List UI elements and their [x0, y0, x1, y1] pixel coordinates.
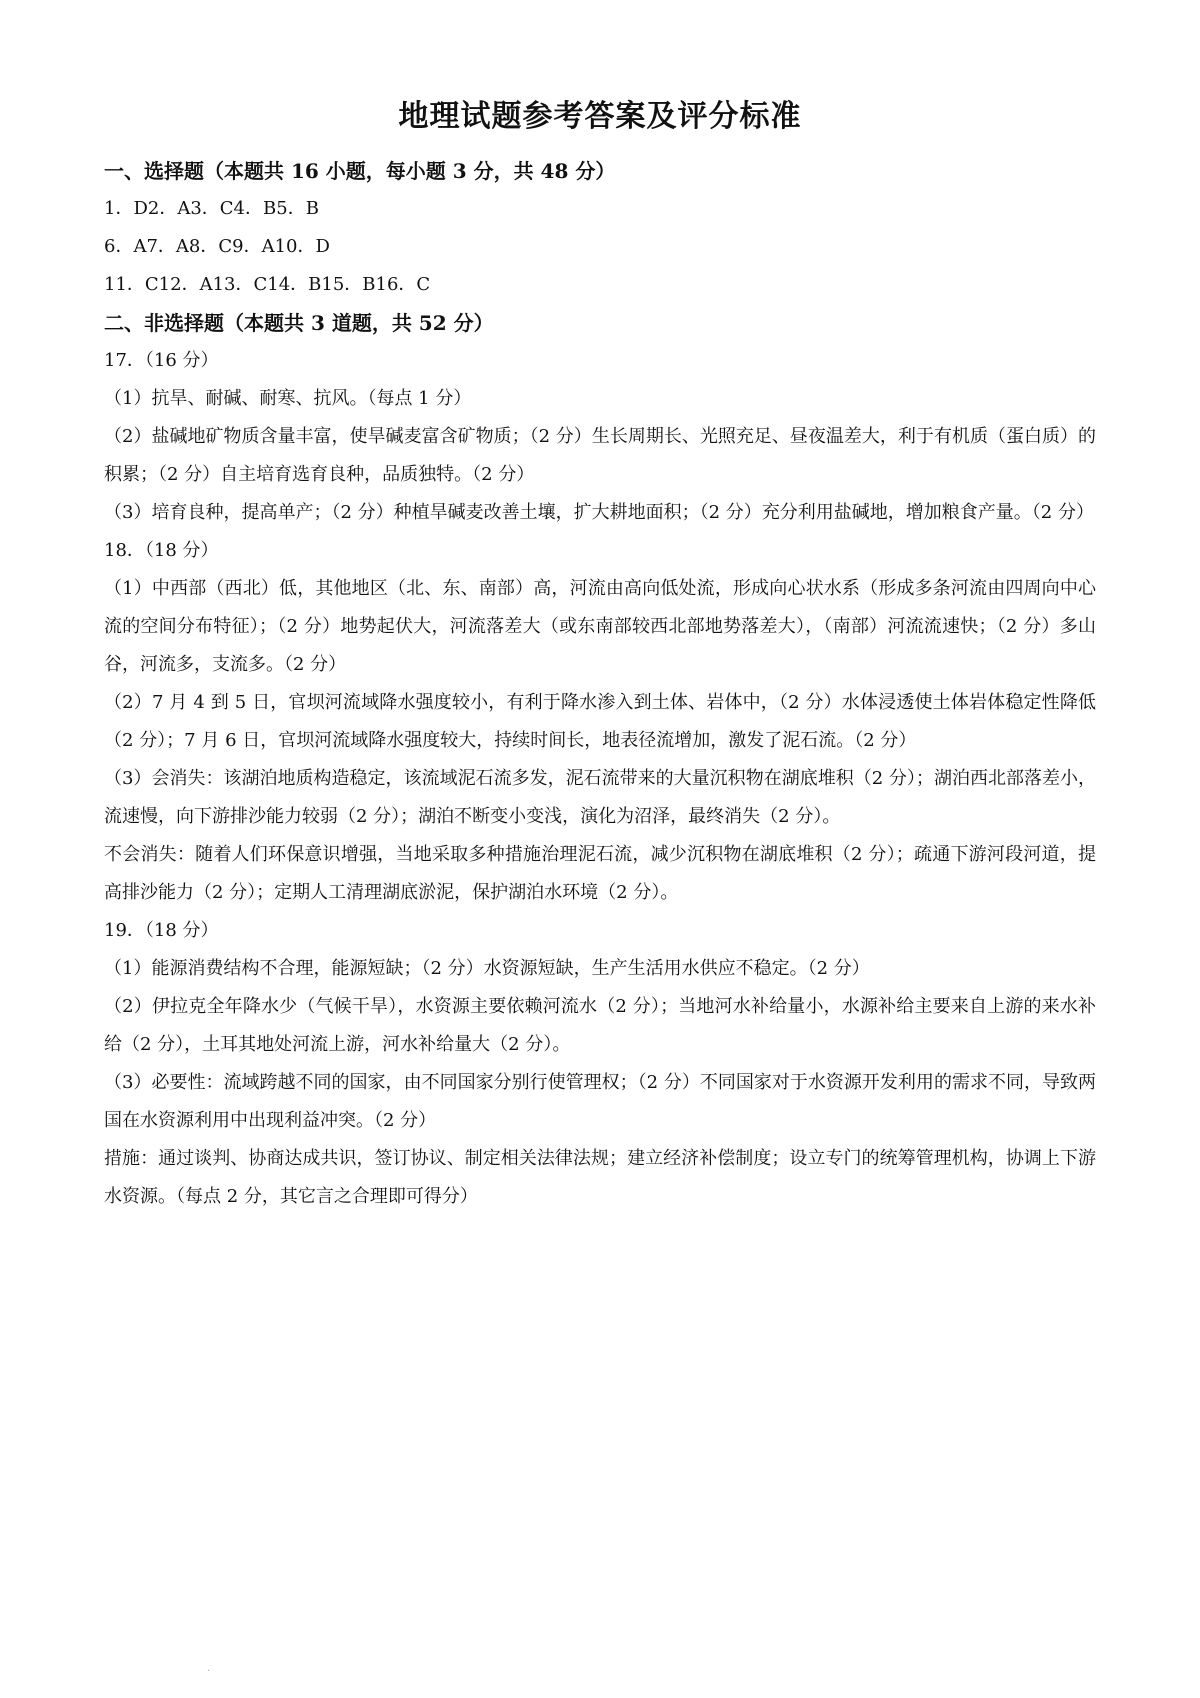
- answer-paragraph: （2）伊拉克全年降水少（气候干旱），水资源主要依赖河流水（2 分）；当地河水补给量小，水源补给主要来自上游的来水补给（2 分），土耳其地处河流上游，河水补给量大（2 分）。: [104, 996, 1096, 1055]
- answer-paragraph: （2）盐碱地矿物质含量丰富，使旱碱麦富含矿物质；（2 分）生长周期长、光照充足、昼夜温差大，利于有机质（蛋白质）的积累；（2 分）自主培育选育良种，品质独特。（2 分）: [104, 426, 1096, 485]
- choice-answers-line: 1．D2．A3．C4．B5．B: [104, 198, 319, 219]
- question-18: [104, 532, 1096, 912]
- answer-paragraph: （1）中西部（西北）低，其他地区（北、东、南部）高，河流由高向低处流，形成向心状水系（形成多条河流由四周向中心流的空间分布特征）；（2 分）地势起伏大，河流落差大（或东南部较西北部地势落差大），（南部）河流流速快；（2 分）多山谷，河流多，支流多。（2 分）: [104, 578, 1096, 675]
- question-header: 18．（18 分）: [104, 540, 219, 561]
- answer-paragraph: 不会消失：随着人们环保意识增强，当地采取多种措施治理泥石流，减少沉积物在湖底堆积（2 分）；疏通下游河段河道，提高排沙能力（2 分）；定期人工清理湖底淤泥，保护湖泊水环境（2 分）。: [104, 844, 1096, 903]
- question-header: 17．（16 分）: [104, 350, 219, 371]
- footer-mark: .: [207, 1663, 211, 1674]
- choice-answers-line: 11．C12．A13．C14．B15．B16．C: [104, 274, 431, 295]
- choice-answers-line: 6．A7．A8．C9．A10．D: [104, 236, 330, 257]
- answer-paragraph: （3）培育良种，提高单产；（2 分）种植旱碱麦改善土壤，扩大耕地面积；（2 分）充分利用盐碱地，增加粮食产量。（2 分）: [104, 502, 1094, 523]
- answer-paragraph: （3）会消失：该湖泊地质构造稳定，该流域泥石流多发，泥石流带来的大量沉积物在湖底堆积（2 分）；湖泊西北部落差小，流速慢，向下游排沙能力较弱（2 分）；湖泊不断变小变浅，演化为沼泽，最终消失（2 分）。: [104, 768, 1096, 827]
- section-non-choice: [104, 304, 1096, 1216]
- section-heading-choice: 一、选择题（本题共 16 小题，每小题 3 分，共 48 分）: [104, 159, 616, 183]
- answer-paragraph: （3）必要性：流域跨越不同的国家，由不同国家分别行使管理权；（2 分）不同国家对于水资源开发利用的需求不同，导致两国在水资源利用中出现利益冲突。（2 分）: [104, 1072, 1096, 1131]
- question-19: [104, 912, 1096, 1216]
- answer-paragraph: 措施：通过谈判、协商达成共识，签订协议、制定相关法律法规；建立经济补偿制度；设立专门的统筹管理机构，协调上下游水资源。（每点 2 分，其它言之合理即可得分）: [104, 1148, 1096, 1207]
- answer-paragraph: （1）抗旱、耐碱、耐寒、抗风。（每点 1 分）: [104, 388, 472, 409]
- section-heading-non-choice: 二、非选择题（本题共 3 道题，共 52 分）: [104, 311, 494, 335]
- answer-paragraph: （2）7 月 4 到 5 日，官坝河流域降水强度较小，有利于降水渗入到土体、岩体中，（2 分）水体浸透使土体岩体稳定性降低（2 分）；7 月 6 日，官坝河流域降水强度较大，持续时间长，地表径流增加，激发了泥石流。（2 分）: [104, 692, 1096, 751]
- section-multiple-choice: [104, 152, 1096, 304]
- answer-paragraph: （1）能源消费结构不合理，能源短缺；（2 分）水资源短缺，生产生活用水供应不稳定。（2 分）: [104, 958, 870, 979]
- page-title: 地理试题参考答案及评分标准: [398, 99, 802, 134]
- question-header: 19．（18 分）: [104, 920, 219, 941]
- question-17: [104, 342, 1096, 532]
